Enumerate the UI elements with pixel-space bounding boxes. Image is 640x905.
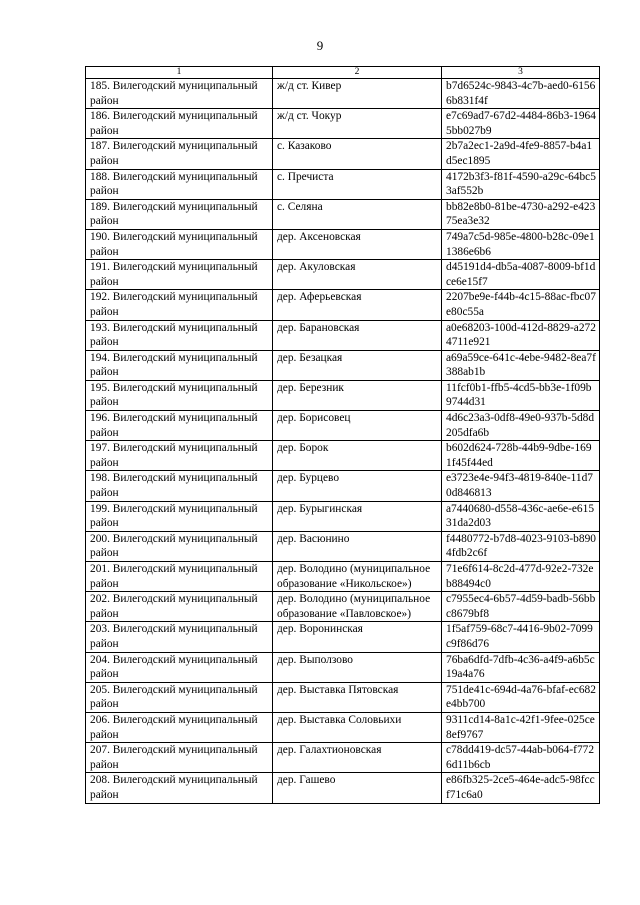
district-cell: 198. Вилегодский муниципальный район xyxy=(86,471,273,501)
district-cell: 190. Вилегодский муниципальный район xyxy=(86,229,273,259)
settlement-cell: дер. Выползово xyxy=(273,652,442,682)
fias-id-cell: 4d6c23a3-0df8-49e0-937b-5d8d205dfa6b xyxy=(442,411,600,441)
district-cell: 185. Вилегодский муниципальный район xyxy=(86,79,273,109)
table-row xyxy=(86,260,600,290)
settlement-cell: дер. Борок xyxy=(273,441,442,471)
settlements-table xyxy=(85,66,600,804)
district-cell: 203. Вилегодский муниципальный район xyxy=(86,622,273,652)
district-cell: 204. Вилегодский муниципальный район xyxy=(86,652,273,682)
table-row xyxy=(86,169,600,199)
table-body xyxy=(86,79,600,804)
fias-id-cell: 71e6f614-8c2d-477d-92e2-732eb88494c0 xyxy=(442,562,600,592)
table-row xyxy=(86,652,600,682)
district-cell: 205. Вилегодский муниципальный район xyxy=(86,682,273,712)
district-cell: 193. Вилегодский муниципальный район xyxy=(86,320,273,350)
district-cell: 207. Вилегодский муниципальный район xyxy=(86,743,273,773)
district-cell: 200. Вилегодский муниципальный район xyxy=(86,531,273,561)
table-header-row xyxy=(86,67,600,79)
fias-id-cell: 9311cd14-8a1c-42f1-9fee-025ce8ef9767 xyxy=(442,712,600,742)
table-row xyxy=(86,441,600,471)
settlement-cell: дер. Гашево xyxy=(273,773,442,803)
district-cell: 191. Вилегодский муниципальный район xyxy=(86,260,273,290)
district-cell: 206. Вилегодский муниципальный район xyxy=(86,712,273,742)
fias-id-cell: 751de41c-694d-4a76-bfaf-ec682e4bb700 xyxy=(442,682,600,712)
table-row xyxy=(86,531,600,561)
column-header-3: 3 xyxy=(442,67,600,79)
table-row xyxy=(86,773,600,803)
district-cell: 202. Вилегодский муниципальный район xyxy=(86,592,273,622)
settlement-cell: с. Пречиста xyxy=(273,169,442,199)
district-cell: 186. Вилегодский муниципальный район xyxy=(86,109,273,139)
district-cell: 199. Вилегодский муниципальный район xyxy=(86,501,273,531)
table-row xyxy=(86,139,600,169)
district-cell: 188. Вилегодский муниципальный район xyxy=(86,169,273,199)
fias-id-cell: b602d624-728b-44b9-9dbe-1691f45f44ed xyxy=(442,441,600,471)
table-row xyxy=(86,320,600,350)
settlement-cell: с. Казаково xyxy=(273,139,442,169)
settlement-cell: дер. Акуловская xyxy=(273,260,442,290)
table-row xyxy=(86,743,600,773)
table-row xyxy=(86,411,600,441)
district-cell: 201. Вилегодский муниципальный район xyxy=(86,562,273,592)
fias-id-cell: c7955ec4-6b57-4d59-badb-56bbc8679bf8 xyxy=(442,592,600,622)
fias-id-cell: e7c69ad7-67d2-4484-86b3-19645bb027b9 xyxy=(442,109,600,139)
settlement-cell: дер. Бурыгинская xyxy=(273,501,442,531)
fias-id-cell: bb82e8b0-81be-4730-a292-e42375ea3e32 xyxy=(442,199,600,229)
fias-id-cell: 1f5af759-68c7-4416-9b02-7099c9f86d76 xyxy=(442,622,600,652)
settlement-cell: дер. Бурцево xyxy=(273,471,442,501)
table-row xyxy=(86,79,600,109)
settlement-cell: дер. Безацкая xyxy=(273,350,442,380)
settlement-cell: дер. Аферьевская xyxy=(273,290,442,320)
settlement-cell: дер. Березник xyxy=(273,380,442,410)
fias-id-cell: f4480772-b7d8-4023-9103-b8904fdb2c6f xyxy=(442,531,600,561)
district-cell: 192. Вилегодский муниципальный район xyxy=(86,290,273,320)
settlement-cell: дер. Галахтионовская xyxy=(273,743,442,773)
fias-id-cell: d45191d4-db5a-4087-8009-bf1dce6e15f7 xyxy=(442,260,600,290)
fias-id-cell: a0e68203-100d-412d-8829-a2724711e921 xyxy=(442,320,600,350)
settlement-cell: дер. Аксеновская xyxy=(273,229,442,259)
district-cell: 189. Вилегодский муниципальный район xyxy=(86,199,273,229)
district-cell: 195. Вилегодский муниципальный район xyxy=(86,380,273,410)
table-row xyxy=(86,471,600,501)
district-cell: 196. Вилегодский муниципальный район xyxy=(86,411,273,441)
fias-id-cell: 749a7c5d-985e-4800-b28c-09e11386e6b6 xyxy=(442,229,600,259)
fias-id-cell: e86fb325-2ce5-464e-adc5-98fccf71c6a0 xyxy=(442,773,600,803)
table-row xyxy=(86,622,600,652)
page-number: 9 xyxy=(316,38,324,53)
fias-id-cell: 76ba6dfd-7dfb-4c36-a4f9-a6b5c19a4a76 xyxy=(442,652,600,682)
fias-id-cell: c78dd419-dc57-44ab-b064-f7726d11b6cb xyxy=(442,743,600,773)
fias-id-cell: b7d6524c-9843-4c7b-aed0-61566b831f4f xyxy=(442,79,600,109)
table-row xyxy=(86,199,600,229)
table-row xyxy=(86,380,600,410)
settlement-cell: дер. Володино (муниципальное образование «Павловское») xyxy=(273,592,442,622)
settlement-cell: дер. Барановская xyxy=(273,320,442,350)
fias-id-cell: 11fcf0b1-ffb5-4cd5-bb3e-1f09b9744d31 xyxy=(442,380,600,410)
settlement-cell: ж/д ст. Кивер xyxy=(273,79,442,109)
table-row xyxy=(86,682,600,712)
district-cell: 187. Вилегодский муниципальный район xyxy=(86,139,273,169)
fias-id-cell: 4172b3f3-f81f-4590-a29c-64bc53af552b xyxy=(442,169,600,199)
fias-id-cell: 2b7a2ec1-2a9d-4fe9-8857-b4a1d5ec1895 xyxy=(442,139,600,169)
table-row xyxy=(86,562,600,592)
fias-id-cell: 2207be9e-f44b-4c15-88ac-fbc07e80c55a xyxy=(442,290,600,320)
fias-id-cell: a7440680-d558-436c-ae6e-e61531da2d03 xyxy=(442,501,600,531)
table-row xyxy=(86,229,600,259)
table-row xyxy=(86,290,600,320)
table-row xyxy=(86,712,600,742)
settlement-cell: дер. Выставка Соловьихи xyxy=(273,712,442,742)
settlement-cell: дер. Васюнино xyxy=(273,531,442,561)
table-row xyxy=(86,501,600,531)
fias-id-cell: e3723e4e-94f3-4819-840e-11d70d846813 xyxy=(442,471,600,501)
settlement-cell: дер. Воронинская xyxy=(273,622,442,652)
table-row xyxy=(86,592,600,622)
settlement-cell: ж/д ст. Чокур xyxy=(273,109,442,139)
district-cell: 194. Вилегодский муниципальный район xyxy=(86,350,273,380)
settlement-cell: дер. Выставка Пятовская xyxy=(273,682,442,712)
column-header-1: 1 xyxy=(86,67,273,79)
settlement-cell: дер. Володино (муниципальное образование «Никольское») xyxy=(273,562,442,592)
settlement-cell: дер. Борисовец xyxy=(273,411,442,441)
column-header-2: 2 xyxy=(273,67,442,79)
table-row xyxy=(86,350,600,380)
fias-id-cell: a69a59ce-641c-4ebe-9482-8ea7f388ab1b xyxy=(442,350,600,380)
settlement-cell: с. Селяна xyxy=(273,199,442,229)
district-cell: 197. Вилегодский муниципальный район xyxy=(86,441,273,471)
table-row xyxy=(86,109,600,139)
district-cell: 208. Вилегодский муниципальный район xyxy=(86,773,273,803)
